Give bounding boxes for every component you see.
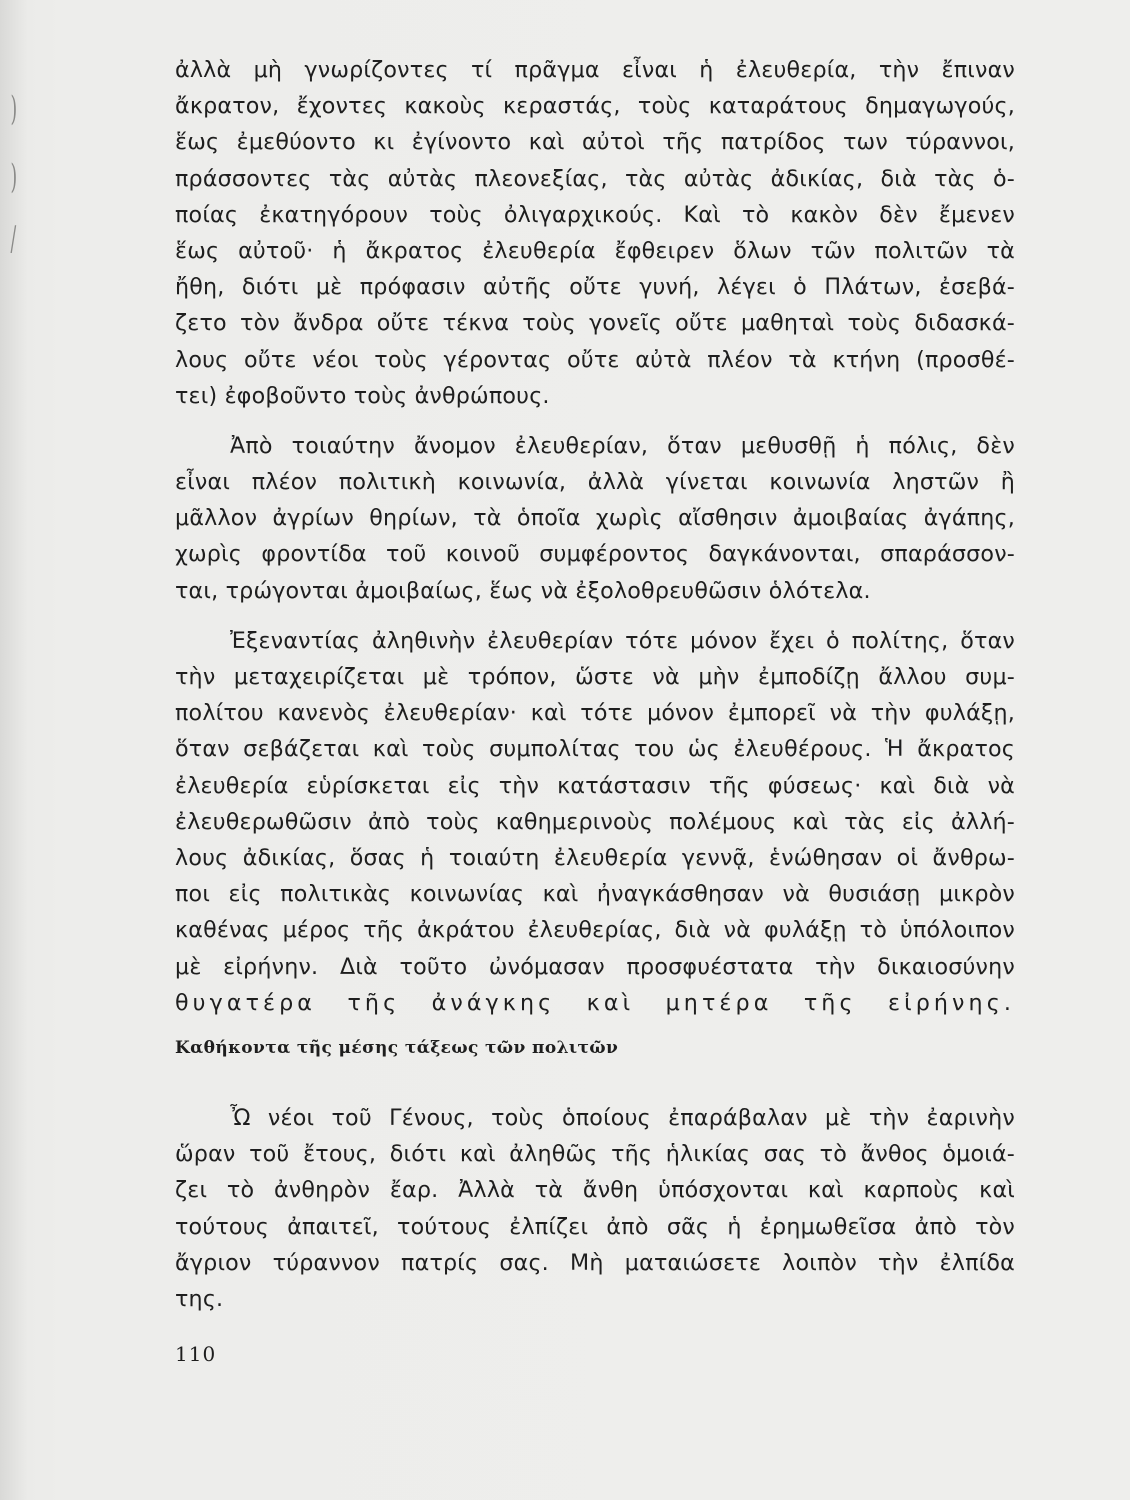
text-line: μὲ εἰρήνην. Διὰ τοῦτο ὠνόμασαν προσφυέστατα τὴν δικαιοσύνην: [175, 953, 1015, 980]
text-line: Ὦ νέοι τοῦ Γένους, τοὺς ὁποίους ἐπαράβαλαν μὲ τὴν ἐαρινὴν: [230, 1105, 1015, 1131]
text-line: ἄγριον τύραννον πατρίς σας. Μὴ ματαιώσετε λοιπὸν τὴν ἐλπίδα: [175, 1249, 1015, 1276]
text-line: ζει τὸ ἀνθηρὸν ἔαρ. Ἀλλὰ τὰ ἄνθη ὑπόσχονται καὶ καρποὺς καὶ: [175, 1177, 1015, 1204]
text-line: ἐλευθερωθῶσιν ἀπὸ τοὺς καθημερινοὺς πολέμους καὶ τὰς εἰς ἀλλή-: [175, 808, 1015, 835]
text-line: εἶναι πλέον πολιτικὴ κοινωνία, ἀλλὰ γίνεται κοινωνία ληστῶν ἢ: [175, 469, 1015, 496]
binding-mark: ): [10, 157, 18, 197]
text-line: ὅταν σεβάζεται καὶ τοὺς συμπολίτας του ὡς ἐλευθέρους. Ἡ ἄκρατος: [175, 736, 1015, 763]
text-line: μᾶλλον ἀγρίων θηρίων, τὰ ὁποῖα χωρὶς αἴσθησιν ἀμοιβαίας ἀγάπης,: [175, 505, 1015, 532]
binding-mark: ): [10, 89, 18, 129]
paragraph-2: [175, 428, 1015, 609]
text-line: ἄκρατον, ἔχοντες κακοὺς κεραστάς, τοὺς καταράτους δημαγωγούς,: [175, 93, 1015, 120]
text-line: λους οὔτε νέοι τοὺς γέροντας οὔτε αὐτὰ πλέον τὰ κτήνη (προσθέ-: [175, 346, 1015, 373]
text-line: Ἐξεναντίας ἀληθινὴν ἐλευθερίαν τότε μόνον ἔχει ὁ πολίτης, ὅταν: [230, 627, 1015, 654]
paragraph-3: [175, 623, 1015, 1021]
paragraph-1: [175, 52, 1015, 414]
text-line: λους ἀδικίας, ὅσας ἡ τοιαύτη ἐλευθερία γεννᾷ, ἑνώθησαν οἱ ἄνθρω-: [175, 844, 1015, 871]
text-line-spaced: θυγατέρα τῆς ἀνάγκης καὶ μητέρα τῆς εἰρήνης.: [175, 989, 1015, 1016]
text-line: τούτους ἀπαιτεῖ, τούτους ἐλπίζει ἀπὸ σᾶς ἡ ἐρημωθεῖσα ἀπὸ τὸν: [175, 1213, 1015, 1240]
text-line: τει) ἐφοβοῦντο τοὺς ἀνθρώπους.: [175, 382, 550, 409]
text-line: τὴν μεταχειρίζεται μὲ τρόπον, ὥστε νὰ μὴν ἐμποδίζῃ ἄλλου συμ-: [175, 664, 1015, 690]
section-text: [175, 1100, 1015, 1317]
paragraph-4: [175, 1100, 1015, 1317]
section-heading: Καθήκοντα τῆς μέσης τάξεως τῶν πολιτῶν: [175, 1038, 619, 1058]
text-line: ποι εἰς πολιτικὰς κοινωνίας καὶ ἠναγκάσθησαν νὰ θυσιάσῃ μικρὸν: [175, 881, 1015, 908]
text-line: πολίτου κανενὸς ἐλευθερίαν· καὶ τότε μόνον ἐμπορεῖ νὰ τὴν φυλάξῃ,: [175, 700, 1015, 727]
text-line: Ἀπὸ τοιαύτην ἄνομον ἐλευθερίαν, ὅταν μεθυσθῇ ἡ πόλις, δὲν: [230, 432, 1015, 459]
text-line: της.: [175, 1285, 224, 1312]
text-line: ἐλευθερία εὑρίσκεται εἰς τὴν κατάστασιν τῆς φύσεως· καὶ διὰ νὰ: [175, 772, 1015, 799]
text-line: καθένας μέρος τῆς ἀκράτου ἐλευθερίας, διὰ νὰ φυλάξῃ τὸ ὑπόλοιπον: [175, 917, 1015, 944]
text-line: ἤθη, διότι μὲ πρόφασιν αὐτῆς οὔτε γυνή, λέγει ὁ Πλάτων, ἐσεβά-: [175, 274, 1015, 301]
text-line: ἀλλὰ μὴ γνωρίζοντες τί πρᾶγμα εἶναι ἡ ἐλευθερία, τὴν ἔπιναν: [175, 57, 1015, 83]
text-line: ται, τρώγονται ἀμοιβαίως, ἕως νὰ ἐξολοθρευθῶσιν ὁλότελα.: [175, 577, 871, 604]
main-text: [175, 52, 1015, 1021]
text-line: πράσσοντες τὰς αὐτὰς πλεονεξίας, τὰς αὐτὰς ἀδικίας, διὰ τὰς ὁ-: [175, 165, 1015, 192]
text-line: ἕως αὐτοῦ· ἡ ἄκρατος ἐλευθερία ἔφθειρεν ὅλων τῶν πολιτῶν τὰ: [175, 237, 1015, 264]
text-line: ἕως ἐμεθύοντο κι ἐγίνοντο καὶ αὐτοὶ τῆς πατρίδος των τύραννοι,: [175, 129, 1015, 156]
text-line: ποίας ἐκατηγόρουν τοὺς ὀλιγαρχικούς. Καὶ τὸ κακὸν δὲν ἔμενεν: [175, 201, 1015, 228]
text-line: ζετο τὸν ἄνδρα οὔτε τέκνα τοὺς γονεῖς οὔτε μαθηταὶ τοὺς διδασκά-: [175, 310, 1015, 337]
text-line: ὥραν τοῦ ἔτους, διότι καὶ ἀληθῶς τῆς ἡλικίας σας τὸ ἄνθος ὁμοιά-: [175, 1141, 1015, 1168]
page-number: 110: [175, 1342, 217, 1366]
binding-mark: /: [10, 219, 17, 259]
text-line: χωρὶς φροντίδα τοῦ κοινοῦ συμφέροντος δαγκάνονται, σπαράσσον-: [175, 541, 1015, 568]
